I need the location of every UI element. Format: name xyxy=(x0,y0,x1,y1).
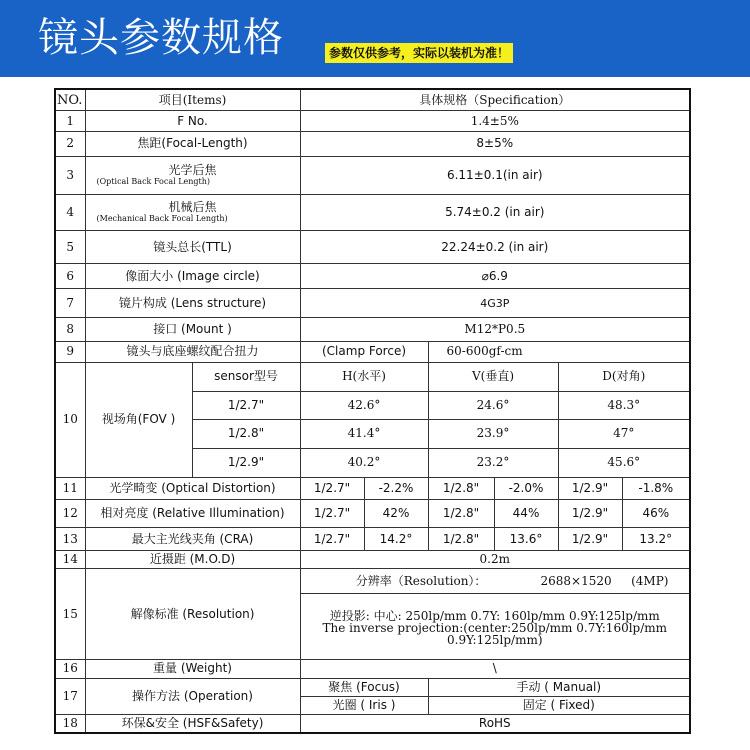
item-label: 重量 (Weight) xyxy=(85,660,300,679)
page-title: 镜头参数规格 xyxy=(38,15,284,61)
fov-sensor: 1/2.8" xyxy=(192,420,300,448)
spec-value: ⌀6.9 xyxy=(300,264,690,289)
spec-value: 22.24±0.2 (in air) xyxy=(300,230,690,264)
projection-cn: 逆投影: 中心: 250lp/mm 0.7Y: 160lp/mm 0.9Y:125lp/mm xyxy=(329,608,660,623)
item-label: 光学畸变 (Optical Distortion) xyxy=(85,477,300,499)
sensor-cell: 1/2.7" xyxy=(300,528,364,551)
item-label: 机械后焦 xyxy=(168,200,217,215)
sensor-cell: 1/2.8" xyxy=(428,528,494,551)
item-label: 相对亮度 (Relative Illumination) xyxy=(85,499,300,527)
fov-d-header: D(对角) xyxy=(558,362,690,391)
row-number: 2 xyxy=(55,132,85,156)
iris-value: 固定 ( Fixed) xyxy=(428,696,690,714)
fov-v-value: 23.2° xyxy=(428,448,558,477)
row-number: 7 xyxy=(55,289,85,317)
spec-value: 6.11±0.1(in air) xyxy=(300,156,690,195)
row-number: 15 xyxy=(55,568,85,659)
item-label: 接口 (Mount ) xyxy=(85,317,300,341)
table-row xyxy=(55,156,690,195)
value-cell: 13.6° xyxy=(494,528,558,551)
value-cell: 42% xyxy=(364,499,428,527)
focus-label: 聚焦 (Focus) xyxy=(300,678,428,696)
row-number: 10 xyxy=(55,362,85,477)
row-number: 6 xyxy=(55,264,85,289)
row-number: 4 xyxy=(55,195,85,231)
spec-value: \ xyxy=(300,660,690,679)
spec-table xyxy=(54,88,691,734)
sensor-cell: 1/2.7" xyxy=(300,477,364,499)
table-row xyxy=(55,660,690,679)
resolution-row xyxy=(55,568,690,593)
item-label: 光学后焦 xyxy=(168,162,217,177)
table-row xyxy=(55,195,690,231)
table-row xyxy=(55,230,690,264)
row-number: 14 xyxy=(55,551,85,569)
projection-en: The inverse projection:(center:250lp/mm 0.7Y:160lp/mm 0.9Y:125lp/mm) xyxy=(322,620,668,647)
table-row xyxy=(55,289,690,317)
disclaimer-badge: 参数仅供参考，实际以装机为准！ xyxy=(325,43,513,63)
value-cell: -2.0% xyxy=(494,477,558,499)
item-sublabel: (Mechanical Back Focal Length) xyxy=(96,214,228,224)
projection-cell xyxy=(300,594,690,660)
row-number: 17 xyxy=(55,678,85,714)
item-cell xyxy=(85,195,300,231)
item-label: 视场角(FOV ) xyxy=(85,362,192,477)
focus-value: 手动 ( Manual) xyxy=(428,678,690,696)
item-label: 镜头与底座螺纹配合扭力 xyxy=(85,341,300,362)
table-row xyxy=(55,264,690,289)
row-number: 8 xyxy=(55,317,85,341)
table-row xyxy=(55,317,690,341)
sensor-cell: 1/2.7" xyxy=(300,499,364,527)
table-row xyxy=(55,551,690,569)
iris-label: 光圈 ( Iris ) xyxy=(300,696,428,714)
fov-v-value: 24.6° xyxy=(428,392,558,420)
row-number: 5 xyxy=(55,230,85,264)
sensor-cell: 1/2.8" xyxy=(428,499,494,527)
table-row xyxy=(55,111,690,132)
spec-value: 0.2m xyxy=(300,551,690,569)
resolution-mp: (4MP) xyxy=(631,573,669,588)
item-label: 最大主光线夹角 (CRA) xyxy=(85,528,300,551)
value-cell: -1.8% xyxy=(622,477,690,499)
item-label: 像面大小 (Image circle) xyxy=(85,264,300,289)
fov-header-row xyxy=(55,362,690,391)
fov-h-value: 40.2° xyxy=(300,448,428,477)
fov-h-header: H(水平) xyxy=(300,362,428,391)
table-row xyxy=(55,714,690,733)
item-label: 镜头总长(TTL) xyxy=(85,230,300,264)
item-label: 解像标准 (Resolution) xyxy=(85,568,300,659)
resolution-value: 2688×1520 xyxy=(540,573,612,588)
spec-value: 8±5% xyxy=(300,132,690,156)
fov-d-value: 48.3° xyxy=(558,392,690,420)
table-row xyxy=(55,341,690,362)
spec-value: RoHS xyxy=(300,714,690,733)
row-number: 12 xyxy=(55,499,85,527)
row-number: 13 xyxy=(55,528,85,551)
fov-d-value: 45.6° xyxy=(558,448,690,477)
row-number: 9 xyxy=(55,341,85,362)
col-no-header: NO. xyxy=(55,89,85,111)
fov-d-value: 47° xyxy=(558,420,690,448)
operation-row xyxy=(55,678,690,696)
item-label: 镜片构成 (Lens structure) xyxy=(85,289,300,317)
spec-value: 1.4±5% xyxy=(300,111,690,132)
row-number: 16 xyxy=(55,660,85,679)
row-number: 11 xyxy=(55,477,85,499)
clamp-force-label: (Clamp Force) xyxy=(300,341,428,362)
table-header-row xyxy=(55,89,690,111)
col-spec-header: 具体规格（Specification） xyxy=(300,89,690,111)
item-label: 近摄距 (M.O.D) xyxy=(85,551,300,569)
row-number: 1 xyxy=(55,111,85,132)
value-cell: 46% xyxy=(622,499,690,527)
table-row xyxy=(55,499,690,527)
item-label: F No. xyxy=(85,111,300,132)
table-row xyxy=(55,528,690,551)
sensor-cell: 1/2.9" xyxy=(558,499,622,527)
fov-h-value: 41.4° xyxy=(300,420,428,448)
fov-v-header: V(垂直) xyxy=(428,362,558,391)
table-row xyxy=(55,477,690,499)
resolution-summary xyxy=(300,568,690,593)
spec-value: 4G3P xyxy=(300,289,690,317)
item-label: 操作方法 (Operation) xyxy=(85,678,300,714)
spec-value: 60-600gf-cm xyxy=(428,341,690,362)
fov-v-value: 23.9° xyxy=(428,420,558,448)
value-cell: -2.2% xyxy=(364,477,428,499)
item-label: 焦距(Focal-Length) xyxy=(85,132,300,156)
col-item-header: 项目(Items) xyxy=(85,89,300,111)
row-number: 18 xyxy=(55,714,85,733)
value-cell: 14.2° xyxy=(364,528,428,551)
sensor-cell: 1/2.8" xyxy=(428,477,494,499)
fov-sensor: 1/2.7" xyxy=(192,392,300,420)
item-sublabel: (Optical Back Focal Length) xyxy=(96,176,211,186)
header-banner xyxy=(0,0,750,77)
value-cell: 44% xyxy=(494,499,558,527)
spec-value: 5.74±0.2 (in air) xyxy=(300,195,690,231)
fov-sensor-header: sensor型号 xyxy=(192,362,300,391)
fov-h-value: 42.6° xyxy=(300,392,428,420)
item-label: 环保&安全 (HSF&Safety) xyxy=(85,714,300,733)
spec-value: M12*P0.5 xyxy=(300,317,690,341)
sensor-cell: 1/2.9" xyxy=(558,528,622,551)
table-row xyxy=(55,132,690,156)
row-number: 3 xyxy=(55,156,85,195)
resolution-label: 分辨率（Resolution）： xyxy=(355,573,487,588)
sensor-cell: 1/2.9" xyxy=(558,477,622,499)
fov-sensor: 1/2.9" xyxy=(192,448,300,477)
value-cell: 13.2° xyxy=(622,528,690,551)
item-cell xyxy=(85,156,300,195)
